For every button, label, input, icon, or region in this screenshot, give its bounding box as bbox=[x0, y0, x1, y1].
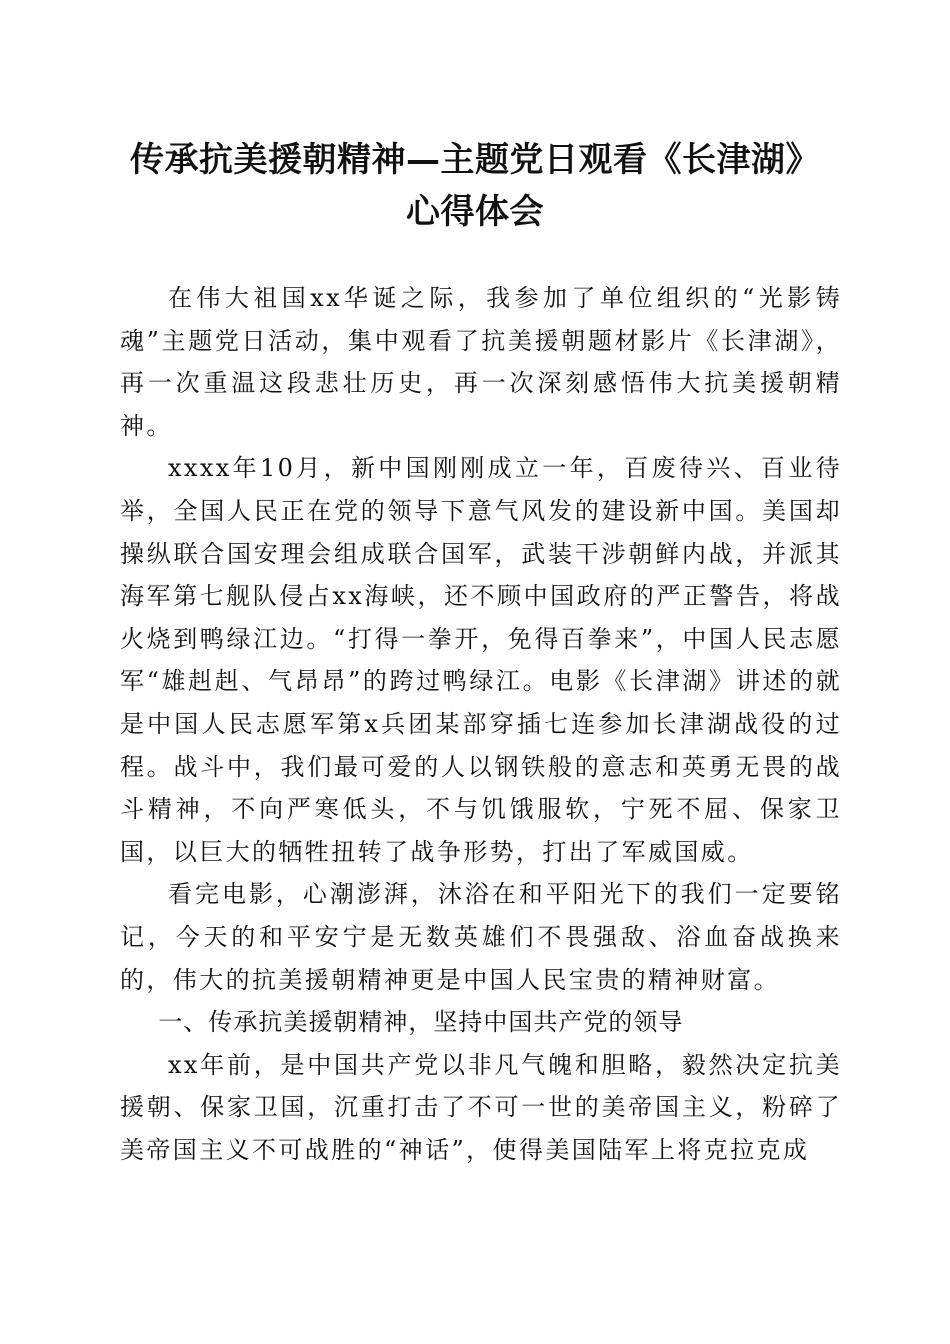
paragraph-4: xx年前，是中国共产党以非凡气魄和胆略，毅然决定抗美援朝、保家卫国，沉重打击了不可一世的美帝国主义，粉碎了美帝国主义不可战胜的“神话”，使得美国陆军上将克拉克成 bbox=[120, 1050, 842, 1164]
document-title bbox=[110, 134, 840, 238]
paragraph-2: xxxx年10月，新中国刚刚成立一年，百废待兴、百业待举，全国人民正在党的领导下意气风发的建设新中国。美国却操纵联合国安理会组成联合国军，武装干涉朝鲜内战，并派其海军第七舰队侵占xx海峡，还不顾中国政府的严正警告，将战火烧到鸭绿江边。“打得一拳开，免得百拳来”，中国人民志愿军“雄赳赳、气昂昂”的跨过鸭绿江。电影《长津湖》讲述的就是中国人民志愿军第x兵团某部穿插七连参加长津湖战役的过程。战斗中，我们最可爱的人以钢铁般的意志和英勇无畏的战斗精神，不向严寒低头，不与饥饿服软，宁死不屈、保家卫国，以巨大的牺牲扭转了战争形势，打出了军威国威。 bbox=[120, 454, 842, 866]
document-body bbox=[120, 277, 842, 1171]
section-heading-1: 一、传承抗美援朝精神，坚持中国共产党的领导 bbox=[158, 1008, 684, 1037]
paragraph-1: 在伟大祖国xx华诞之际，我参加了单位组织的“光影铸魂”主题党日活动，集中观看了抗美援朝题材影片《长津湖》，再一次重温这段悲壮历史，再一次深刻感悟伟大抗美援朝精神。 bbox=[120, 284, 842, 440]
title-line-2: 心得体会 bbox=[406, 192, 544, 232]
title-line-1: 传承抗美援朝精神—主题党日观看《长津湖》 bbox=[130, 140, 820, 180]
paragraph-3: 看完电影，心潮澎湃，沐浴在和平阳光下的我们一定要铭记，今天的和平安宁是无数英雄们不畏强敌、浴血奋战换来的，伟大的抗美援朝精神更是中国人民宝贵的精神财富。 bbox=[120, 880, 842, 994]
